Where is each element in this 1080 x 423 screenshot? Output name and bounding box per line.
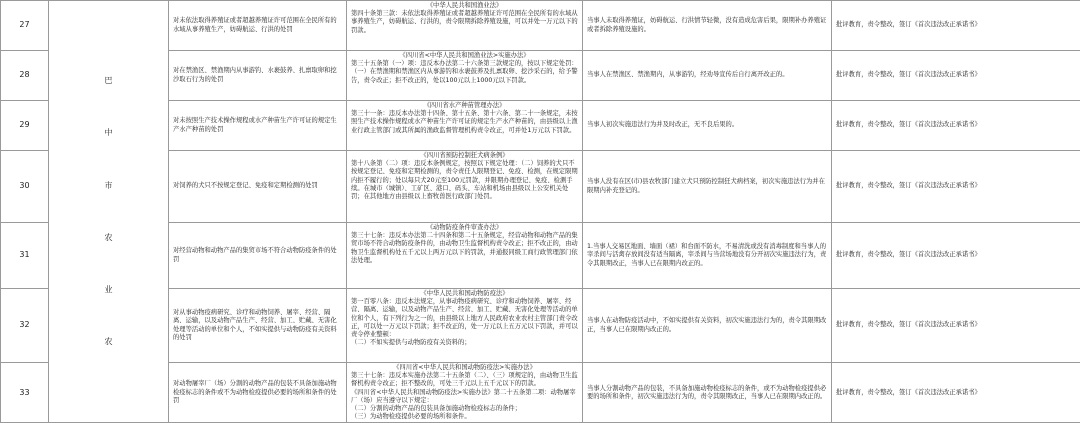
violation-item: 对经营动物和动物产品的集贸市场不符合动物防疫条件的处罚 bbox=[169, 223, 347, 289]
exemption-condition: 当事人在禁渔区、禁渔期内，从事游钓，经劝导宣传后自行离开改正的。 bbox=[583, 51, 832, 101]
law-title: 《中华人民共和国动物防疫法》 bbox=[351, 290, 578, 298]
law-title: 《中华人民共和国渔业法》 bbox=[351, 2, 578, 10]
violation-item: 对未按照生产技术操作规程或水产种苗生产许可证的规定生产水产种苗的处罚 bbox=[169, 101, 347, 151]
legal-basis bbox=[347, 101, 583, 151]
row-number: 31 bbox=[1, 223, 49, 289]
department-char: 业 bbox=[53, 286, 164, 294]
exemption-condition: 1.当事人交易区地面、墙面（裙）和台面不防水，不易清洗或没有消毒制度和当事人的宰杀间与活禽存放间没有适当隔离，宰杀间与当营场地没有分开初次实施违法行为，责令其限期改正，当事人已在限期内改正的。 bbox=[583, 223, 832, 289]
law-article: 第十八条第（二）项：违反本条例规定，按照以下规定处理：（二）饲养的犬只不按规定登记、免疫和定期检测的，责令责任人限期登记、免疫、检测，在规定限期内拒不履行的；处以每只犬20元至100元罚款，并限期办理登记、免疫、检测手续。在城市（城镇）、工矿区、港口、码头、车站和机场由县级以上公安机关处罚；在其他地方由县级以上畜牧兽医行政部门处罚。 bbox=[351, 160, 578, 201]
row-number: 27 bbox=[1, 1, 49, 51]
corrective-measure: 批评教育，责令整改，签订《首次违法改正承诺书》 bbox=[832, 223, 1080, 289]
law-article: 第三十五条第（一）项：违反本办法第二十六条第三款规定的，按以下规定处罚：（一）在禁渔期和禁渔区内从事游钓和水裹鼓养及扎禀取卵、挖沙采石的，给予警告，责令改正；拒不改正的，处以100元以上1000元以下罚款。 bbox=[351, 60, 578, 85]
legal-basis bbox=[347, 1, 583, 51]
legal-basis bbox=[347, 223, 583, 289]
corrective-measure: 批评教育，责令整改，签订《首次违法改正承诺书》 bbox=[832, 51, 1080, 101]
table-row bbox=[1, 1, 1080, 51]
corrective-measure: 批评教育，责令整改，签订《首次违法改正承诺书》 bbox=[832, 101, 1080, 151]
department-char: 农 bbox=[53, 234, 164, 242]
law-article: 《四川省<中华人民共和国动物防疫法>实施办法》第二十五条第二项：动物屠宰厂（场）应当遵守以下规定： bbox=[351, 389, 578, 405]
law-article: （三）为动物检疫提供必要的场所和条件。 bbox=[351, 413, 578, 421]
corrective-measure: 批评教育，责令整改，签订《首次违法改正承诺书》 bbox=[832, 363, 1080, 423]
violation-item: 对未依法取得养殖证或者超越养殖证许可范围在全民所有的水域从事养殖生产，妨碍航运、行洪的处罚 bbox=[169, 1, 347, 51]
exemption-condition: 当事人初次实施违法行为并及时改正，无不良后果的。 bbox=[583, 101, 832, 151]
department-cell bbox=[49, 1, 169, 423]
department-char: 巴 bbox=[53, 77, 164, 85]
violation-item: 对饲养的犬只不按规定登记、免疫和定期检测的处罚 bbox=[169, 151, 347, 223]
exemption-condition: 当事人分割动物产品的包装，不具备加施动物检疫标志的条件，或不为动物检疫提供必要的场所和条件，初次实施违法行为的，责令其限期改正，当事人已在限期内改正的。 bbox=[583, 363, 832, 423]
law-title: 《四川省<中华人民共和国动物防疫法>实施办法》 bbox=[351, 364, 578, 372]
violation-item: 对从事动物疫病研究、诊疗和动物饲养、屠宰、经营、隔离、运输，以及动物产品生产、经营、加工、贮藏、无害化处理等活动的单位和个人，不如实提供与动物防疫有关资料的处罚 bbox=[169, 289, 347, 363]
law-title: 《动物防疫条件审查办法》 bbox=[351, 224, 578, 232]
department-char: 农 bbox=[53, 338, 164, 346]
department-char: 中 bbox=[53, 129, 164, 137]
law-article: 第四十条第三款：未依法取得养殖证或者超越养殖证许可范围在全民所有的水域从事养殖生产，妨碍航运、行洪的，责令限期拆除养殖设施，可以并处一万元以下的罚款。 bbox=[351, 10, 578, 35]
department-char: 市 bbox=[53, 182, 164, 190]
row-number: 33 bbox=[1, 363, 49, 423]
law-title: 《四川省预防控制狂犬病条例》 bbox=[351, 152, 578, 160]
law-article: （二）分割的动物产品的包装具备加施动物检疫标志的条件； bbox=[351, 405, 578, 413]
law-article: 第三十一条：违反本办法第十四条、第十五条、第十六条、第二十一条规定，未按照生产技术操作规程或水产种苗生产许可证的规定生产水产种苗的，由县级以上渔业行政主管部门或其所属的渔政监督管理机构责令改正，可并处1万元以下罚款。 bbox=[351, 110, 578, 135]
row-number: 32 bbox=[1, 289, 49, 363]
violation-item: 对在禁渔区、禁渔期内从事游钓、水裹鼓养、扎禀取卵和挖沙取石行为的处罚 bbox=[169, 51, 347, 101]
exemption-condition: 当事人在动物防疫活动中，不如实提供有关资料，初次实施违法行为的，责令其限期改正，当事人已在限期内改正的。 bbox=[583, 289, 832, 363]
law-title: 《四川省<中华人民共和国渔业法>实施办法》 bbox=[351, 52, 578, 60]
legal-basis bbox=[347, 151, 583, 223]
law-article: （二）不如实提供与动物防疫有关资料的； bbox=[351, 339, 578, 347]
legal-basis bbox=[347, 289, 583, 363]
row-number: 29 bbox=[1, 101, 49, 151]
corrective-measure: 批评教育，责令整改，签订《首次违法改正承诺书》 bbox=[832, 289, 1080, 363]
violation-item: 对动物屠宰厂（场）分割的动物产品的包装不具备加施动物检疫标志的条件或不为动物检疫提供必要的场所和条件的处罚 bbox=[169, 363, 347, 423]
exemption-condition: 当事人未取得养殖证，妨碍航运、行洪情节轻微，没有造成危害后果，限期补办养殖证或者拆除养殖设施的。 bbox=[583, 1, 832, 51]
law-title: 《四川省水产种苗管理办法》 bbox=[351, 102, 578, 110]
corrective-measure: 批评教育，责令整改，签订《首次违法改正承诺书》 bbox=[832, 151, 1080, 223]
exemption-condition: 当事人没有在区(市)县农牧部门建立犬只预防控制狂犬病档案，初次实施违法行为并在限期内补充登记的。 bbox=[583, 151, 832, 223]
legal-basis bbox=[347, 363, 583, 423]
law-article: 第三十七条：违反本办法第二十四条和第二十五条规定，经营动物和动物产品的集贸市场不符合动物防疫条件的，由动物卫生监督机构责令改正；拒不改正的，由动物卫生监督机构处五千元以上两万元以下的罚款，并通报同级工商行政管理部门依法处理。 bbox=[351, 232, 578, 265]
corrective-measure: 批评教育，责令整改，签订《首次违法改正承诺书》 bbox=[832, 1, 1080, 51]
law-article: 第三十七条：违反本实施办法第二十五条第（二）、（三）项规定的，由动物卫生监督机构责令改正；拒不整改的，可处三千元以上五千元以下的罚款。 bbox=[351, 372, 578, 388]
row-number: 28 bbox=[1, 51, 49, 101]
row-number: 30 bbox=[1, 151, 49, 223]
legal-basis bbox=[347, 51, 583, 101]
law-article: 第一百零八条：违反本法规定，从事动物疫病研究、诊疗和动物饲养、屠宰、经营、隔离、运输，以及动物产品生产、经营、加工、贮藏、无害化处理等活动的单位和个人，有下列行为之一的，由县级以上地方人民政府农业农村主管部门责令改正，可以处一万元以下罚款；拒不改正的，处一万元以上五万元以下罚款，并可以责令停业整顿： bbox=[351, 298, 578, 339]
